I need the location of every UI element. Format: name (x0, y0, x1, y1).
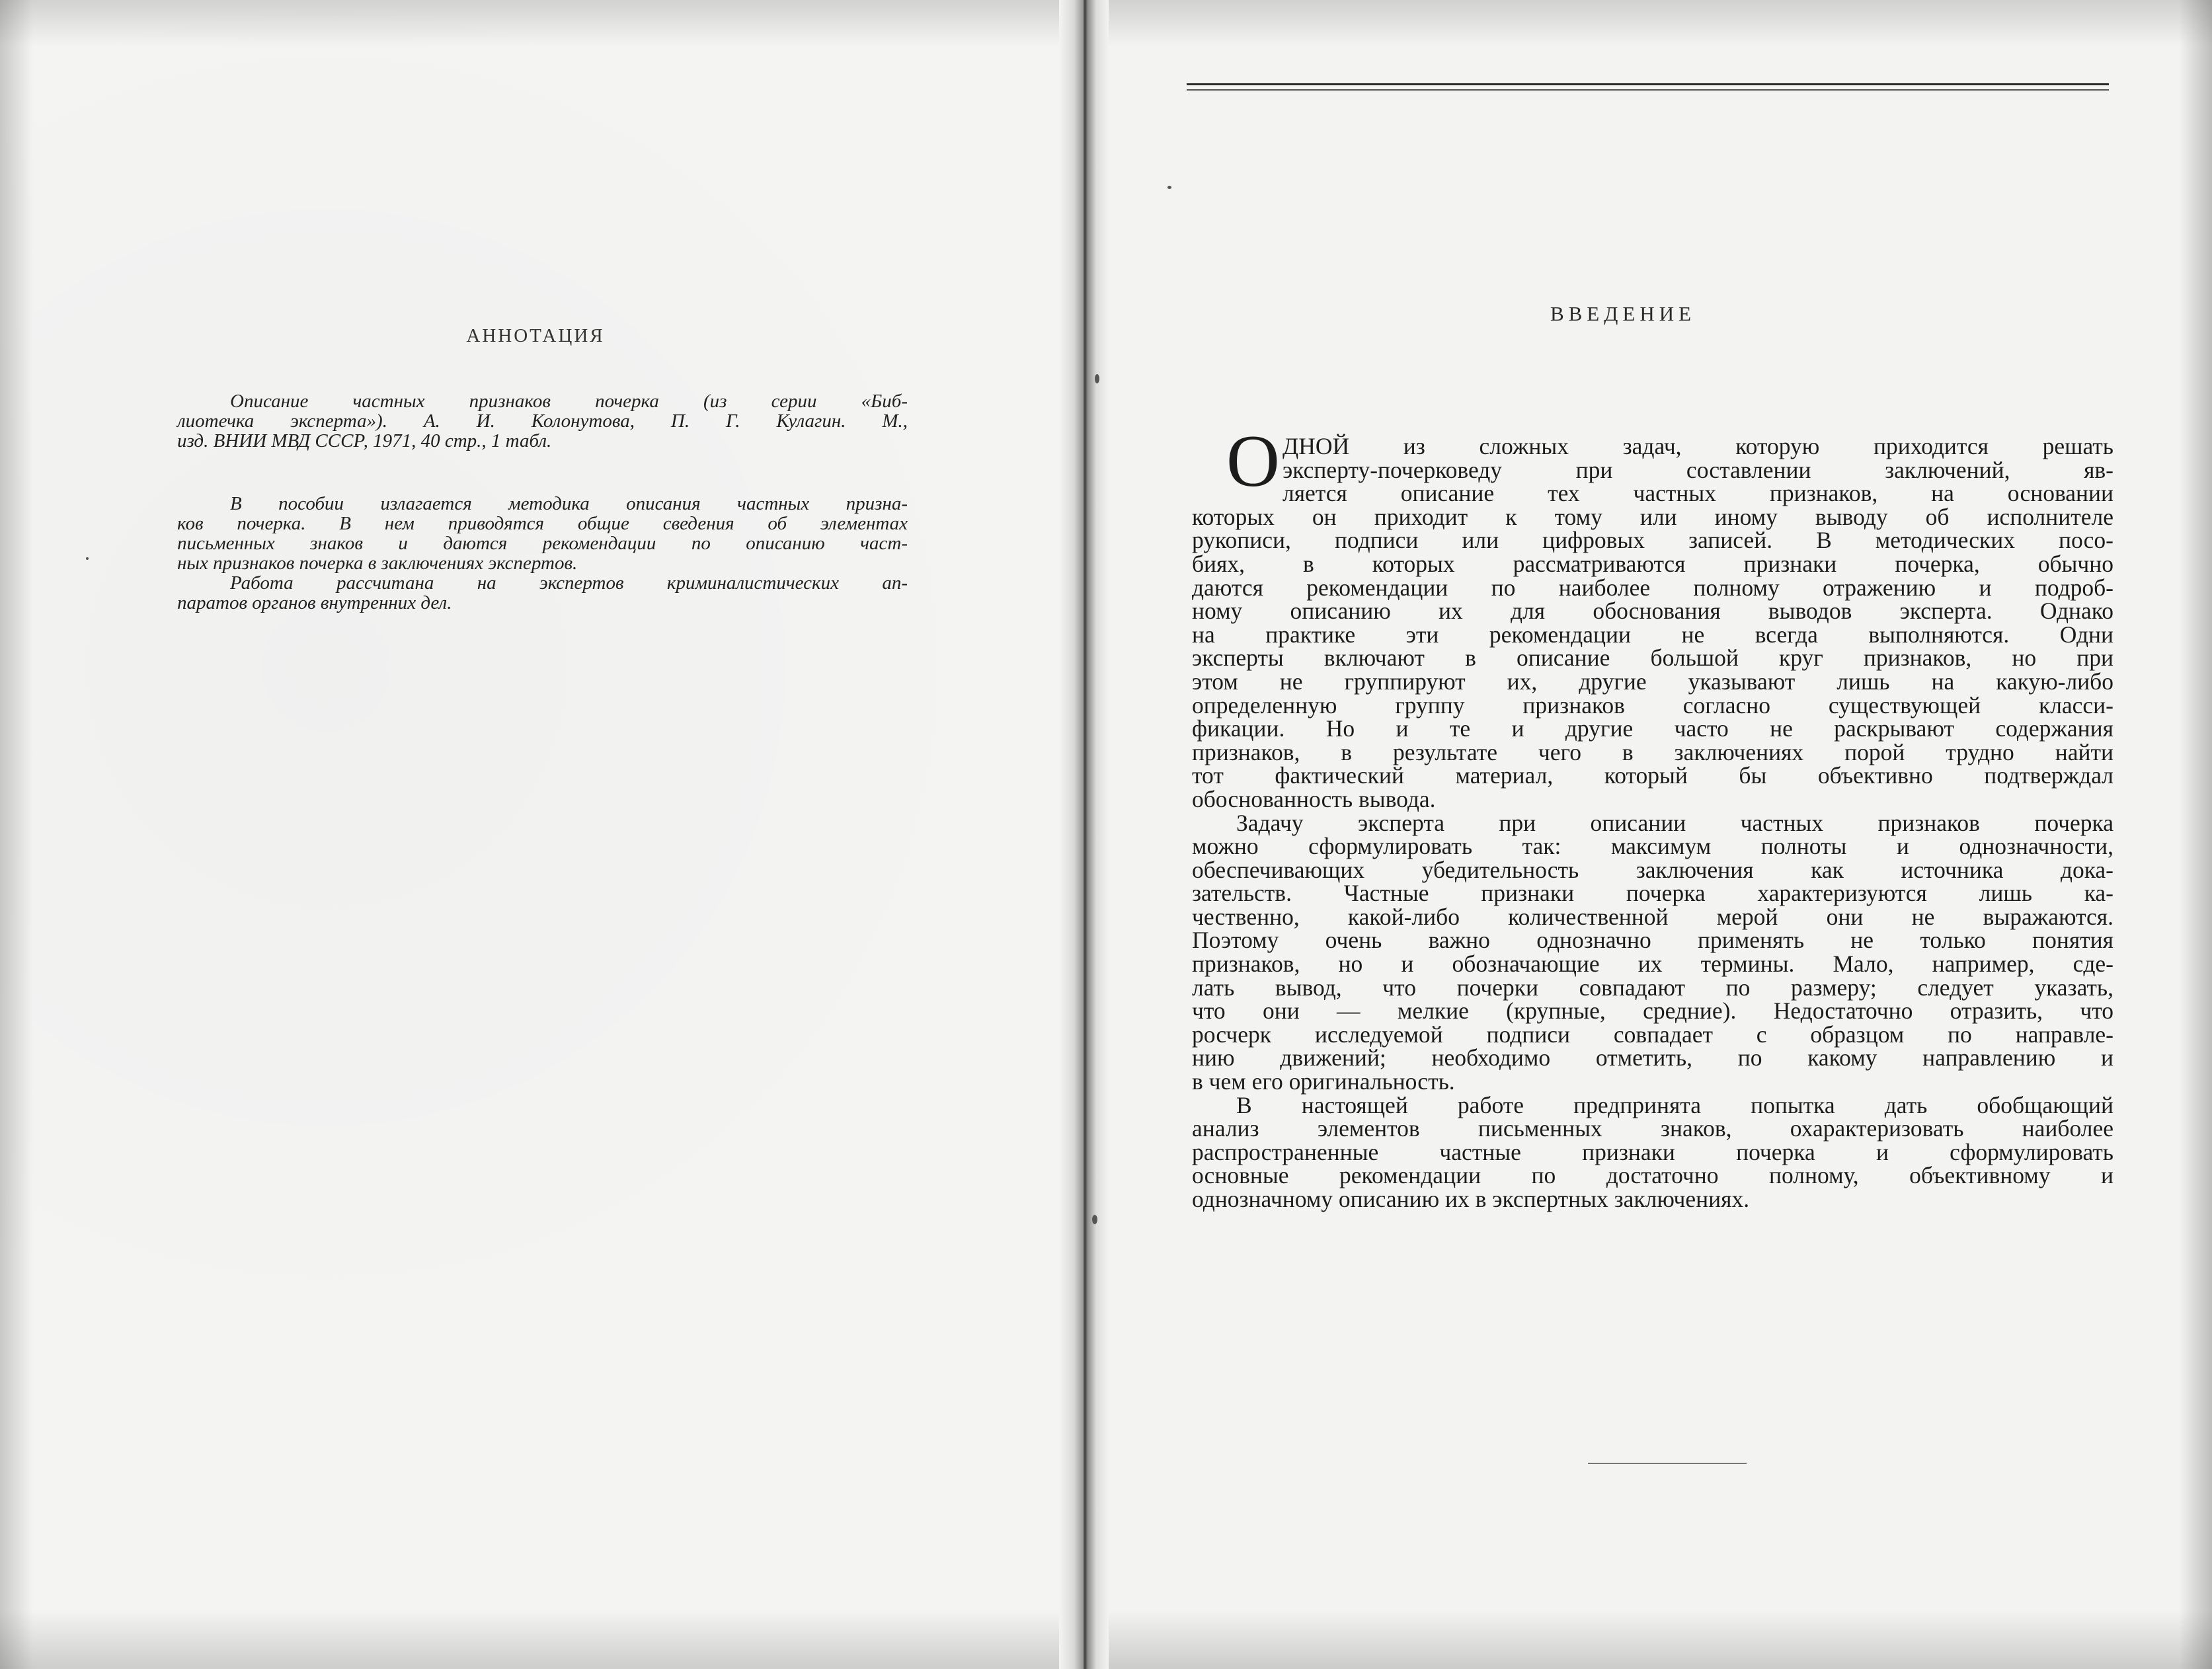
left-edge-shadow (0, 0, 33, 1669)
header-rule (1187, 83, 2109, 85)
body-line: обоснованность вывода. (1192, 785, 1436, 812)
end-rule (1588, 1463, 1747, 1464)
summary-line: Работа рассчитана на экспертов криминалистических ап- (230, 572, 908, 594)
summary-line: паратов органов внутренних дел. (177, 592, 452, 613)
body-line: фикации. Но и те и другие часто не раскрывают содержания (1192, 715, 2113, 742)
body-line: распространенные частные признаки почерка и сформулировать (1192, 1138, 2113, 1165)
body-line: зательств. Частные признаки почерка характеризуются лишь ка- (1192, 880, 2113, 907)
citation-line: изд. ВНИИ МВД СССР, 1971, 40 стр., 1 табл. (177, 430, 552, 451)
drop-cap-letter: О (1226, 420, 1280, 502)
header-rule (1187, 89, 2109, 91)
body-line: чественно, какой-либо количественной мерой они не выражаются. (1192, 903, 2113, 930)
body-line: Поэтому очень важно однозначно применять не только понятия (1192, 927, 2113, 954)
body-line: тот фактический материал, который бы объективно подтверждал (1192, 762, 2113, 789)
body-line: росчерк исследуемой подписи совпадает с образцом по направле- (1192, 1021, 2113, 1048)
scan-speck (1095, 374, 1099, 383)
body-line: признаков, но и обозначающие их термины. Мало, например, сде- (1192, 951, 2113, 978)
scan-speck (1167, 186, 1171, 189)
left-page (0, 0, 1087, 1669)
right-edge-shadow (2179, 0, 2212, 1669)
body-line: можно сформулировать так: максимум полноты и однозначности, (1192, 833, 2113, 860)
body-line: на практике эти рекомендации не всегда выполняются. Одни (1192, 621, 2113, 648)
summary-paragraph (177, 494, 908, 613)
summary-line: ных признаков почерка в заключениях экспертов. (177, 553, 578, 574)
body-line: лать вывод, что почерки совпадают по размеру; следует указать, (1192, 974, 2113, 1001)
body-line: в чем его оригинальность. (1192, 1068, 1455, 1095)
body-line: анализ элементов письменных знаков, охарактеризовать наиболее (1192, 1115, 2113, 1142)
body-line: обеспечивающих убедительность заключения как источника дока- (1192, 856, 2113, 883)
book-spine (1059, 0, 1109, 1669)
annotation-heading: АННОТАЦИЯ (466, 325, 605, 346)
body-line: ляется описание тех частных признаков, на основании (1283, 480, 2113, 507)
body-line: признаков, в результате чего в заключениях порой трудно найти (1192, 738, 2113, 765)
introduction-body (1192, 435, 2113, 1212)
body-line: которых он приходит к тому или иному выводу об исполнителе (1192, 503, 2113, 530)
scan-speck (1092, 1215, 1097, 1224)
body-line: даются рекомендации по наиболее полному отражению и подроб- (1192, 574, 2113, 601)
body-line: этом не группируют их, другие указывают лишь на какую-либо (1192, 668, 2113, 695)
summary-line: В пособии излагается методика описания частных призна- (230, 493, 908, 514)
right-bottom-shadow (1097, 1610, 2212, 1669)
body-line: нию движений; необходимо отметить, по какому направлению и (1192, 1044, 2113, 1071)
left-bottom-shadow (0, 1610, 1087, 1669)
summary-line: письменных знаков и даются рекомендации по описанию част- (177, 533, 908, 554)
body-line: рукописи, подписи или цифровых записей. В методических посо- (1192, 527, 2113, 554)
left-top-shadow (0, 0, 1087, 46)
summary-line: ков почерка. В нем приводятся общие сведения об элементах (177, 513, 908, 534)
body-line: однозначному описанию их в экспертных заключениях. (1192, 1186, 1750, 1212)
scan-speck (86, 557, 89, 560)
body-line: что они — мелкие (крупные, средние). Недостаточно отразить, что (1192, 997, 2113, 1025)
body-line: Задачу эксперта при описании частных признаков почерка (1236, 809, 2113, 836)
body-line: В настоящей работе предпринята попытка дать обобщающий (1236, 1091, 2113, 1118)
body-line: эксперты включают в описание большой круг признаков, но при (1192, 644, 2113, 672)
body-line: основные рекомендации по достаточно полному, объективному и (1192, 1162, 2113, 1189)
citation-paragraph (177, 391, 908, 451)
citation-line: лиотечка эксперта»). А. И. Колонутова, П. Г. Кулагин. М., (177, 410, 908, 432)
citation-line: Описание частных признаков почерка (из серии «Биб- (230, 391, 908, 412)
body-line: определенную группу признаков согласно существующей класси- (1192, 691, 2113, 718)
body-line: ному описанию их для обоснования выводов эксперта. Однако (1192, 598, 2113, 625)
introduction-heading: ВВЕДЕНИЕ (1550, 302, 1696, 325)
body-line: эксперту-почерковеду при составлении заключений, яв- (1283, 456, 2113, 483)
right-top-shadow (1097, 0, 2212, 46)
body-line: ДНОЙ из сложных задач, которую приходится решать (1283, 433, 2113, 459)
body-line: биях, в которых рассматриваются признаки почерка, обычно (1192, 550, 2113, 577)
